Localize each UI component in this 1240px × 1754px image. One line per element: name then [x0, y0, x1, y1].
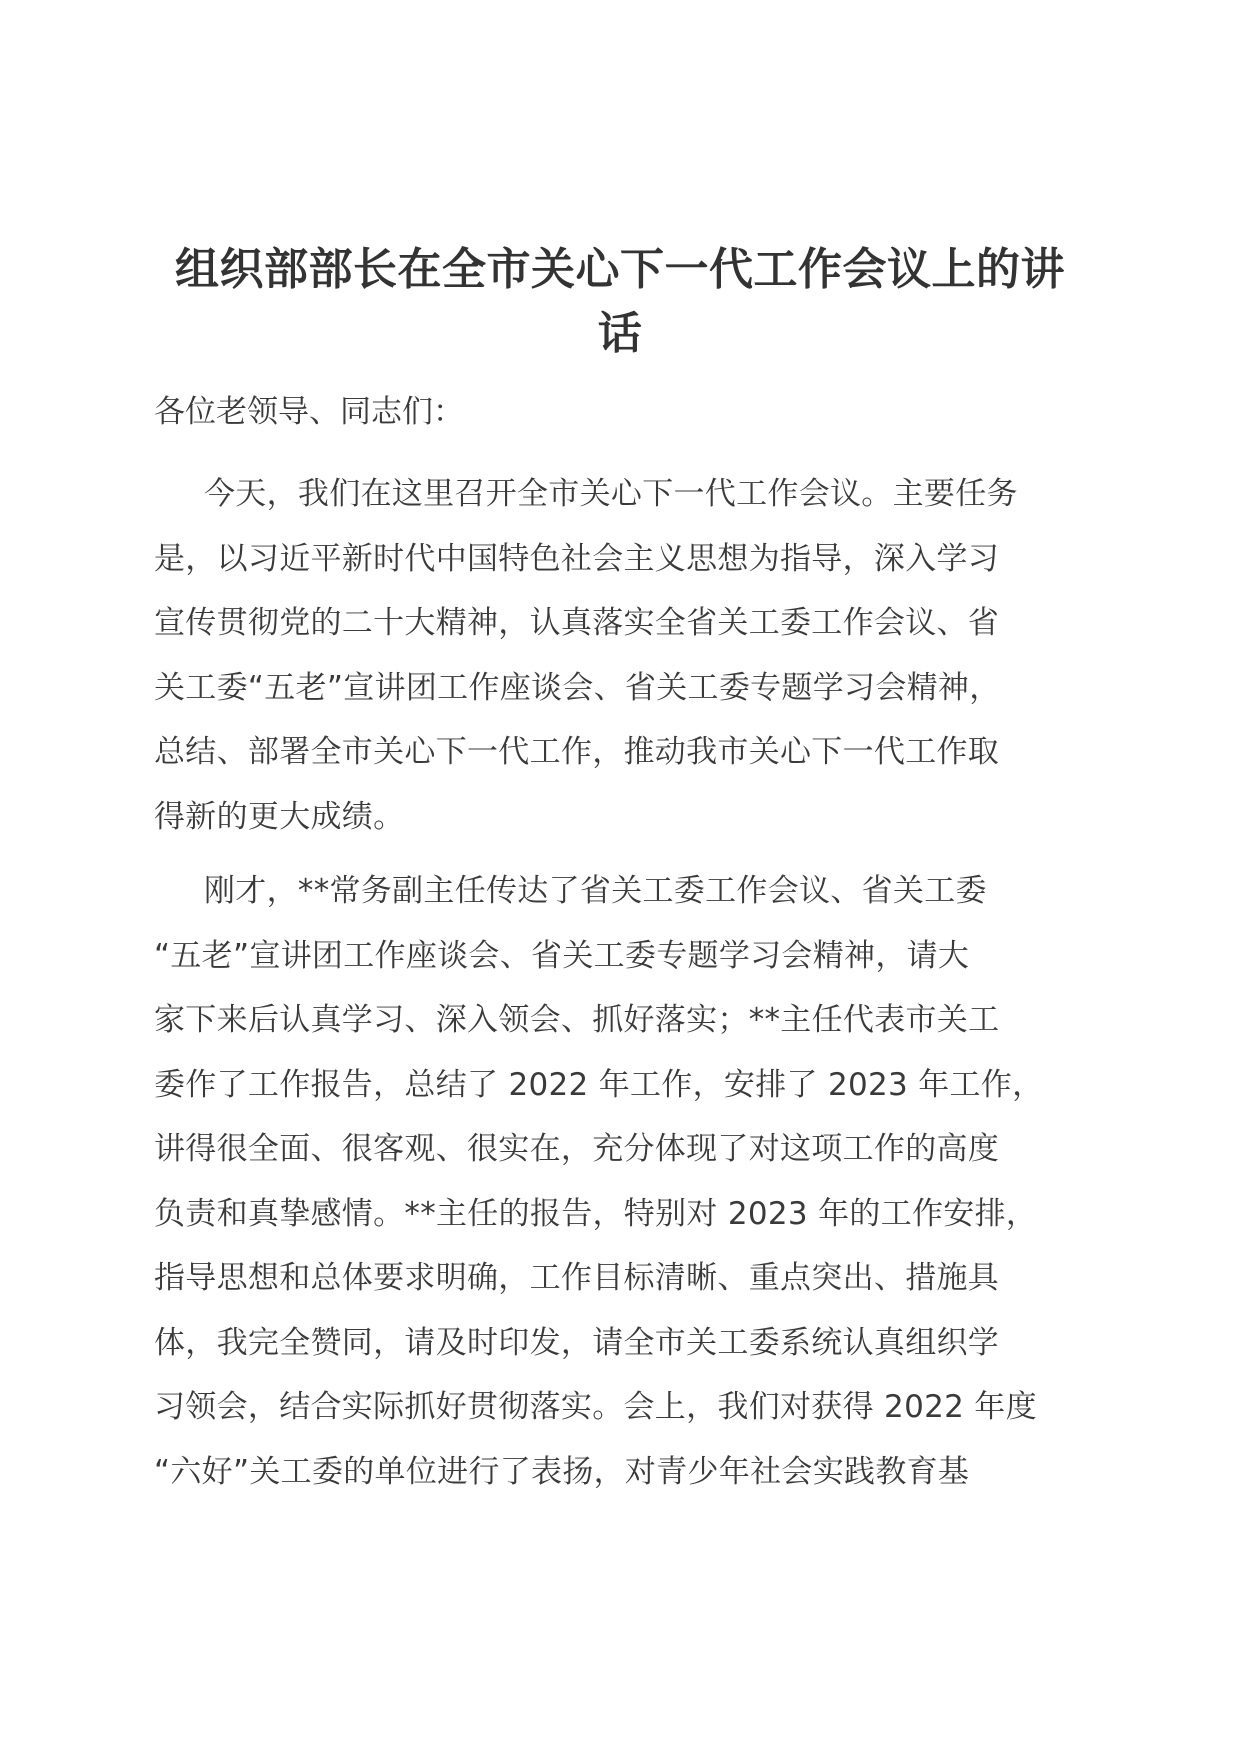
- document-title: [150, 238, 1090, 366]
- paragraph-line: 宣传贯彻党的二十大精神，认真落实全省关工委工作会议、省: [154, 605, 1000, 641]
- paragraph-opening: [154, 462, 1094, 849]
- salutation: 各位老领导、同志们：: [154, 394, 464, 430]
- paragraph-line: 指导思想和总体要求明确，工作目标清晰、重点突出、措施具: [154, 1260, 1000, 1296]
- paragraph-review: [154, 859, 1094, 1504]
- document-body: [154, 380, 1094, 1514]
- paragraph-line: 体，我完全赞同，请及时印发，请全市关工委系统认真组织学: [154, 1324, 1000, 1361]
- paragraph-line: 今天，我们在这里召开全市关心下一代工作会议。主要任务: [204, 476, 1018, 512]
- paragraph-line: 得新的更大成绩。: [154, 798, 405, 835]
- title-line: 话: [597, 308, 643, 359]
- paragraph-line: 委作了工作报告，总结了 2022 年工作，安排了 2023 年工作，: [154, 1066, 1044, 1103]
- title-line: 组织部部长在全市关心下一代工作会议上的讲: [175, 244, 1065, 295]
- paragraph-line: “五老”宣讲团工作座谈会、省关工委专题学习会精神，请大: [154, 937, 970, 974]
- paragraph-line: 讲得很全面、很客观、很实在，充分体现了对这项工作的高度: [154, 1131, 1000, 1167]
- paragraph-line: 负责和真挚感情。**主任的报告，特别对 2023 年的工作安排，: [154, 1195, 1038, 1232]
- paragraph-line: 刚才，**常务副主任传达了省关工委工作会议、省关工委: [204, 873, 987, 909]
- paragraph-line: 家下来后认真学习、深入领会、抓好落实；**主任代表市关工: [154, 1002, 1000, 1038]
- paragraph-line: “六好”关工委的单位进行了表扬，对青少年社会实践教育基: [154, 1453, 970, 1490]
- paragraph-line: 关工委“五老”宣讲团工作座谈会、省关工委专题学习会精神，: [154, 669, 1001, 706]
- paragraph-line: 习领会，结合实际抓好贯彻落实。会上，我们对获得 2022 年度: [154, 1389, 1037, 1425]
- paragraph-line: 总结、部署全市关心下一代工作，推动我市关心下一代工作取: [154, 734, 1000, 770]
- paragraph-line: 是，以习近平新时代中国特色社会主义思想为指导，深入学习: [154, 540, 1000, 577]
